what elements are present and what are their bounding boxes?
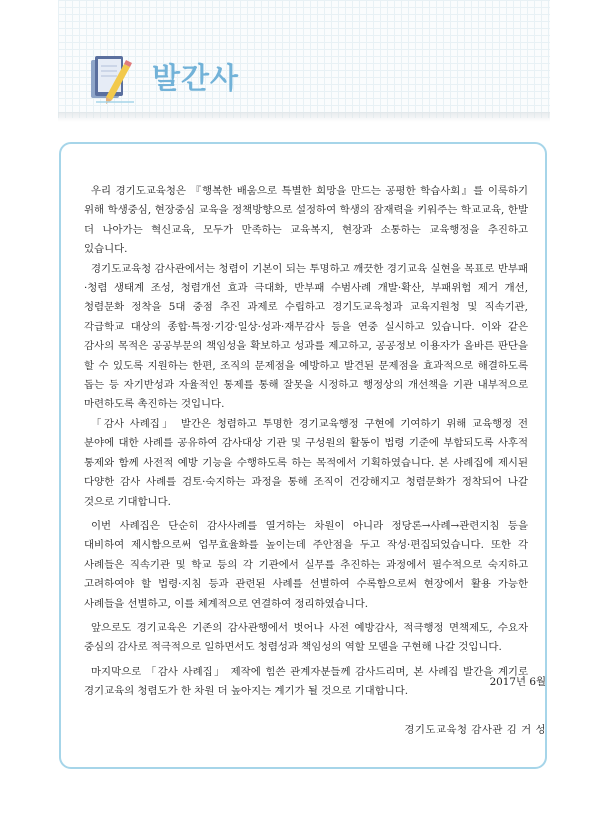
- paragraph: 「감사 사례집」 발간은 청렴하고 투명한 경기교육행정 구현에 기여하기 위해 교육행정 전 분야에 대한 사례를 공유하여 감사대상 기관 및 구성원의 활동이 법령 기준에 부합되도록 사후적 통제와 함께 사전적 예방 기능을 수행하도록 하는 목적에서 기획하였습니다. 본 사례집에 제시된 다양한 감사 사례를 검토·숙지하는 과정을 통해 조직이 건강해지고 청렴문화가 정착되어 나갈 것으로 기대합니다.: [84, 417, 528, 508]
- paragraph: 이번 사례집은 단순히 감사사례를 열거하는 차원이 아니라 정당론→사례→관련지침 등을 대비하여 제시함으로써 업무효율화를 높이는데 주안점을 두고 작성·편집되었습니다. 또한 각 사례들은 직속기관 및 학교 등의 각 기관에서 실무를 추진하는 과정에서 필수적으로 숙지하고 고려하여야 할 법령·지침 등과 관련된 사례를 선별하여 수록함으로써 현장에서 활용 가능한 사례들을 선별하고, 이를 체계적으로 연결하여 정리하였습니다.: [84, 519, 528, 610]
- pencil-notebook-icon: [88, 52, 138, 106]
- publication-date: 2017년 6월: [489, 676, 546, 688]
- signature: 경기도교육청 감사관 김 거 성: [404, 724, 546, 736]
- header-divider: [58, 112, 550, 122]
- paragraph: 앞으로도 경기교육은 기존의 감사관행에서 벗어나 사전 예방감사, 적극행정 면책제도, 수요자 중심의 감사로 적극적으로 일하면서도 청렴성과 책임성의 역할 모델을 구현해 나갈 것입니다.: [84, 621, 528, 654]
- paragraph: 마지막으로 「감사 사례집」 제작에 힘쓴 관계자분들께 감사드리며, 본 사례집 발간을 계기로 경기교육의 청렴도가 한 차원 더 높아지는 계기가 될 것으로 기대합니다.: [84, 665, 528, 698]
- paragraph: 경기도교육청 감사관에서는 청렴이 기본이 되는 투명하고 깨끗한 경기교육 실현을 목표로 반부패·청렴 생태계 조성, 청렴개선 효과 극대화, 반부패 수범사례 개발·확산, 부패위험 제거 개선, 청렴문화 정착을 5대 중점 추진 과제로 수립하고 경기도교육청과 교육지원청 및 직속기관, 각급학교 대상의 종합·특정·기강·일상·성과·재무감사 등을 연중 실시하고 있습니다. 이와 같은 감사의 목적은 공공부문의 책임성을 확보하고 성과를 제고하고, 공공정보 이용자가 올바른 판단을 할 수 있도록 지원하는 한편, 조직의 문제점을 예방하고 발견된 문제점을 효과적으로 해결하도록 돕는 등 자기반성과 자율적인 통제를 통해 잘못을 시정하고 행정상의 개선책을 기관 내부적으로 마련하도록 촉진하는 것입니다.: [84, 262, 528, 411]
- section-title: 발간사: [152, 61, 240, 95]
- preface-body: [84, 182, 528, 702]
- paragraph: 우리 경기도교육청은 『행복한 배움으로 특별한 희망을 만드는 공평한 학습사회』를 이룩하기 위해 학생중심, 현장중심 교육을 정책방향으로 설정하여 학생의 잠재력을 키워주는 학교교육, 한발 더 나아가는 혁신교육, 모두가 만족하는 교육복지, 현장과 소통하는 교육행정을 추진하고 있습니다.: [84, 185, 528, 256]
